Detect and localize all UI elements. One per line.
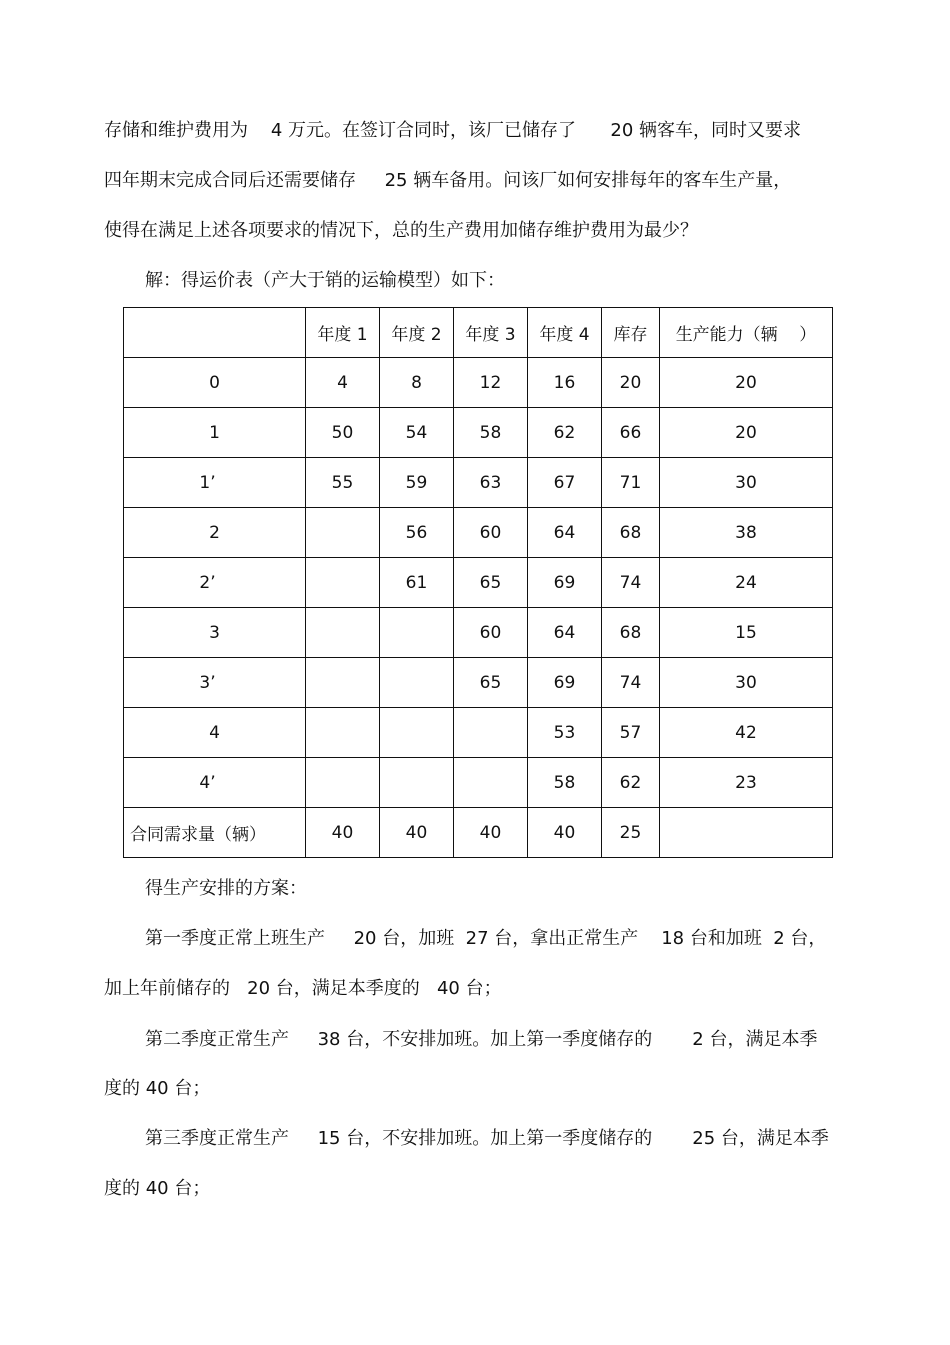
table-row xyxy=(124,458,833,508)
table-cell: 62 xyxy=(528,408,602,458)
table-header-cell: 年度 2 xyxy=(380,308,454,358)
table-row xyxy=(124,508,833,558)
table-cell: 20 xyxy=(660,408,833,458)
table-cell: 60 xyxy=(454,508,528,558)
plan-q2-line-2: 度的 40 台； xyxy=(104,1078,211,1099)
table-row xyxy=(124,758,833,808)
table-cell: 15 xyxy=(660,608,833,658)
table-cell: 30 xyxy=(660,458,833,508)
table-cell: 74 xyxy=(602,558,660,608)
table-cell: 58 xyxy=(528,758,602,808)
plan-q1-line-2: 加上年前储存的 20 台，满足本季度的 40 台； xyxy=(104,978,502,999)
solution-heading: 解：得运价表（产大于销的运输模型）如下： xyxy=(145,270,505,291)
table-row xyxy=(124,358,833,408)
table-cell: 66 xyxy=(602,408,660,458)
table-cell: 40 xyxy=(306,808,380,858)
row-label-cell: 1 xyxy=(124,408,306,458)
table-cell: 40 xyxy=(528,808,602,858)
table-cell: 67 xyxy=(528,458,602,508)
table-header-cell xyxy=(124,308,306,358)
table-cell: 59 xyxy=(380,458,454,508)
table-cell: 65 xyxy=(454,558,528,608)
table-cell: 57 xyxy=(602,708,660,758)
table-cell: 64 xyxy=(528,608,602,658)
table-header-cell: 年度 1 xyxy=(306,308,380,358)
intro-line-2: 四年期末完成合同后还需要储存 25 辆车备用。问该厂如何安排每年的客车生产量， xyxy=(104,170,792,191)
table-row xyxy=(124,658,833,708)
row-label-cell: 1’ xyxy=(124,458,306,508)
plan-q2-line-1: 第二季度正常生产 38 台，不安排加班。加上第一季度储存的 2 台，满足本季 xyxy=(145,1029,818,1050)
table-header-row xyxy=(124,308,833,358)
plan-q3-line-2: 度的 40 台； xyxy=(104,1178,211,1199)
table-header-cell: 生产能力（辆 ） xyxy=(660,308,833,358)
table-row xyxy=(124,708,833,758)
row-label-cell: 2’ xyxy=(124,558,306,608)
table-cell: 60 xyxy=(454,608,528,658)
table-cell xyxy=(380,758,454,808)
table-cell: 16 xyxy=(528,358,602,408)
row-label-cell: 2 xyxy=(124,508,306,558)
table-cell: 54 xyxy=(380,408,454,458)
intro-line-1: 存储和维护费用为 4 万元。在签订合同时，该厂已储存了 20 辆客车，同时又要求 xyxy=(104,120,802,141)
table-cell: 64 xyxy=(528,508,602,558)
row-label-cell: 3 xyxy=(124,608,306,658)
table-cell xyxy=(306,508,380,558)
table-row xyxy=(124,558,833,608)
row-label-cell: 4’ xyxy=(124,758,306,808)
table-cell: 68 xyxy=(602,508,660,558)
table-cell: 38 xyxy=(660,508,833,558)
plan-q1-line-1: 第一季度正常上班生产 20 台，加班 27 台，拿出正常生产 18 台和加班 2 台， xyxy=(145,928,827,949)
row-label-cell: 4 xyxy=(124,708,306,758)
table-cell: 12 xyxy=(454,358,528,408)
table-row xyxy=(124,608,833,658)
table-cell xyxy=(380,608,454,658)
table-cell: 74 xyxy=(602,658,660,708)
table-cell: 42 xyxy=(660,708,833,758)
row-label-cell: 合同需求量（辆） xyxy=(124,808,306,858)
table-cell: 55 xyxy=(306,458,380,508)
table-header-cell: 年度 4 xyxy=(528,308,602,358)
table-header-cell: 年度 3 xyxy=(454,308,528,358)
table-cell: 23 xyxy=(660,758,833,808)
table-cell: 4 xyxy=(306,358,380,408)
table-cell xyxy=(380,708,454,758)
row-label-cell: 3’ xyxy=(124,658,306,708)
table-cell: 40 xyxy=(380,808,454,858)
table-cell: 20 xyxy=(602,358,660,408)
table-cell xyxy=(306,608,380,658)
table-cell: 20 xyxy=(660,358,833,408)
table-cell xyxy=(306,558,380,608)
table-cell: 56 xyxy=(380,508,454,558)
table-cell xyxy=(380,658,454,708)
table-cell xyxy=(454,758,528,808)
intro-line-3: 使得在满足上述各项要求的情况下，总的生产费用加储存维护费用为最少？ xyxy=(104,220,698,241)
table-cell: 61 xyxy=(380,558,454,608)
table-cell: 62 xyxy=(602,758,660,808)
table-cell xyxy=(454,708,528,758)
table-cell xyxy=(306,758,380,808)
table-cell: 68 xyxy=(602,608,660,658)
table-cell: 63 xyxy=(454,458,528,508)
transport-cost-table xyxy=(123,307,833,858)
plan-title: 得生产安排的方案： xyxy=(145,878,307,899)
table-cell: 50 xyxy=(306,408,380,458)
table-cell: 30 xyxy=(660,658,833,708)
table-cell: 58 xyxy=(454,408,528,458)
table-cell: 69 xyxy=(528,558,602,608)
table-row xyxy=(124,408,833,458)
plan-q3-line-1: 第三季度正常生产 15 台，不安排加班。加上第一季度储存的 25 台，满足本季 xyxy=(145,1128,829,1149)
row-label-cell: 0 xyxy=(124,358,306,408)
table-header-cell: 库存 xyxy=(602,308,660,358)
table-row xyxy=(124,808,833,858)
table-cell: 40 xyxy=(454,808,528,858)
table-cell: 25 xyxy=(602,808,660,858)
table-cell xyxy=(660,808,833,858)
table-cell: 69 xyxy=(528,658,602,708)
table-cell: 65 xyxy=(454,658,528,708)
table-cell: 53 xyxy=(528,708,602,758)
table-cell: 24 xyxy=(660,558,833,608)
table-cell: 71 xyxy=(602,458,660,508)
table-cell xyxy=(306,708,380,758)
table-cell xyxy=(306,658,380,708)
table-cell: 8 xyxy=(380,358,454,408)
